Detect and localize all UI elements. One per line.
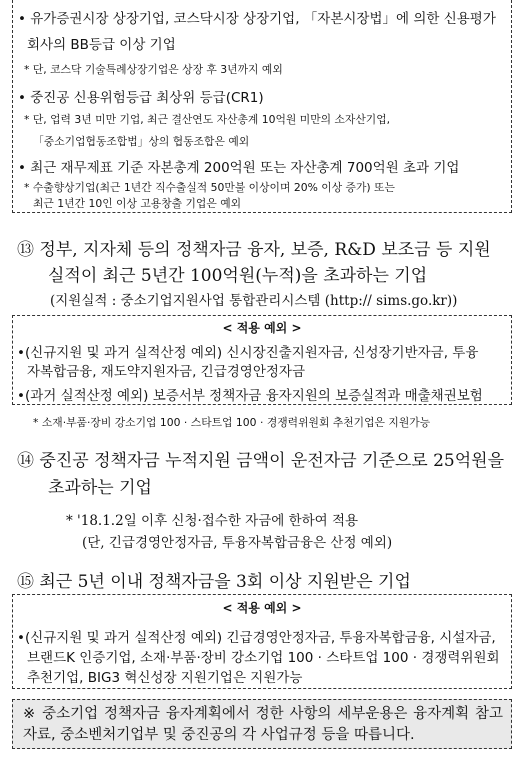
box1-note-3a: * 수출향상기업(최근 1년간 직수출실적 50만불 이상이며 20% 이상 증가) 또는 (24, 181, 395, 194)
item-13-heading-line-2: 실적이 최근 5년간 100억원(누적)을 초과하는 기업 (48, 266, 428, 286)
box3-line-3: 추천기업, BIG3 혁신성장 지원기업은 지원가능 (27, 670, 303, 686)
box1-note-3b: 최근 1년간 10인 이상 고용창출 기업은 예외 (33, 197, 242, 210)
box2-title: < 적용 예외 > (222, 321, 302, 335)
box1-line-4: • 최근 재무제표 기준 자본총계 200억원 또는 자산총계 700억원 초과 기업 (18, 160, 460, 176)
box3-title: < 적용 예외 > (222, 601, 302, 615)
box1-note-1: * 단, 코스닥 기술특례상장기업은 상장 후 3년까지 예외 (24, 63, 283, 76)
box1-note-2b: 「중소기업협동조합법」상의 협동조합은 예외 (33, 135, 250, 148)
final-note-box: ※ 중소기업 정책자금 융자계획에서 정한 사항의 세부운용은 융자계획 참고자료, 중소벤처기업부 및 중진공의 각 사업규정 등을 따릅니다. (12, 699, 512, 749)
box2-line-3: •(과거 실적산정 예외) 보증서부 정책자금 융자지원의 보증실적과 매출채권보험 (17, 388, 483, 404)
box3-line-1: •(신규지원 및 과거 실적산정 예외) 긴급경영안정자금, 투융자복합금융, 시설자금, (17, 630, 496, 646)
box3-line-2: 브랜드K 인증기업, 소재·부품·장비 강소기업 100 · 스타트업 100 · 경쟁력위원회 (27, 650, 500, 666)
item-13-heading-line-1: ⑬ 정부, 지자체 등의 정책자금 융자, 보증, R&D 보조금 등 지원 (17, 240, 491, 260)
box1-line-3: • 중진공 신용위험등급 최상위 등급(CR1) (18, 90, 264, 106)
box2-line-2: 자복합금융, 재도약지원자금, 긴급경영안정자금 (27, 364, 305, 380)
item-14-subtext-2: (단, 긴급경영안정자금, 투융자복합금융은 산정 예외) (82, 535, 393, 551)
box1-line-2: 회사의 BB등급 이상 기업 (27, 37, 176, 53)
box1-note-2a: * 단, 업력 3년 미만 기업, 최근 결산연도 자산총계 10억원 미만의 소자산기업, (24, 113, 391, 126)
item-13-footnote: * 소재·부품·장비 강소기업 100 · 스타트업 100 · 경쟁력위원회 추천기업은 지원가능 (33, 416, 431, 429)
item-14-heading-line-2: 초과하는 기업 (48, 478, 152, 498)
item-14-subtext-1: * '18.1.2일 이후 신청·접수한 자금에 한하여 적용 (66, 513, 359, 529)
item-15-heading: ⑮ 최근 5년 이내 정책자금을 3회 이상 지원받은 기업 (17, 572, 411, 592)
box2-line-1: •(신규지원 및 과거 실적산정 예외) 신시장진출지원자금, 신성장기반자금, 투융 (17, 345, 479, 361)
box1-line-1: • 유가증권시장 상장기업, 코스닥시장 상장기업, 「자본시장법」에 의한 신용평가 (18, 11, 496, 27)
item-14-heading-line-1: ⑭ 중진공 정책자금 누적지원 금액이 운전자금 기준으로 25억원을 (17, 451, 505, 471)
item-13-subtext: (지원실적 : 중소기업지원사업 통합관리시스템 (http:// sims.go.kr)) (50, 293, 458, 309)
